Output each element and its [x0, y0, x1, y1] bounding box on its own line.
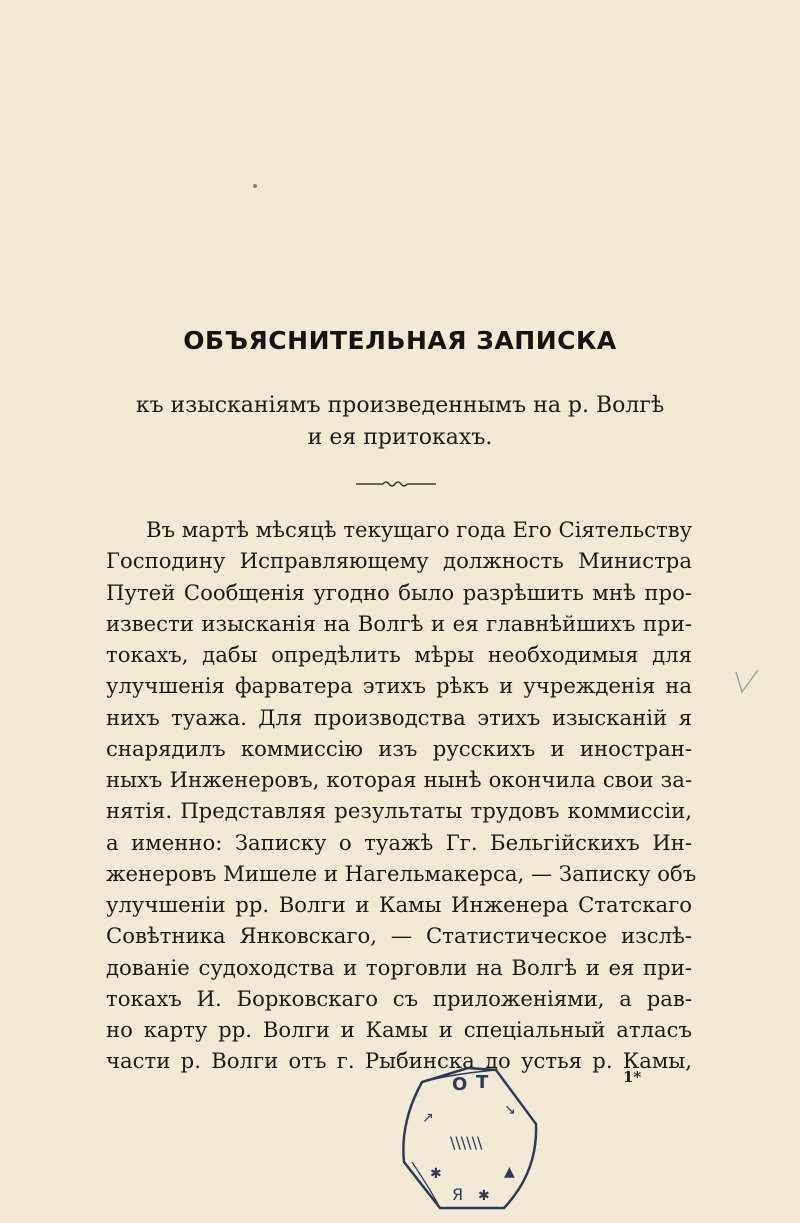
text-line: Совѣтника Янковскаго, — Статистическое изслѣ-	[106, 923, 692, 949]
text-line: дованіе судоходства и торговли на Волгѣ и ея при-	[106, 954, 692, 980]
text-line: нихъ туажа. Для производства этихъ изысканій я	[106, 704, 692, 730]
text-line: Въ мартѣ мѣсяцѣ текущаго года Его Сіятельству	[146, 517, 693, 542]
svg-text:↘: ↘	[504, 1102, 516, 1118]
subtitle-line: къ изысканіямъ произведеннымъ на р. Волгѣ	[135, 393, 665, 418]
text-line: Господину Исправляющему должность Министра	[106, 548, 692, 574]
text-line: токахъ, дабы опредѣлить мѣры необходимыя для	[106, 642, 692, 667]
text-line: Путей Сообщенія угодно было разрѣшить мнѣ про-	[106, 579, 692, 605]
page-signature: 1*	[623, 1068, 642, 1086]
document-subtitle	[0, 390, 800, 454]
svg-text:↗: ↗	[422, 1110, 434, 1126]
svg-text:\\\\\\: \\\\\\	[450, 1133, 483, 1152]
text-line: части р. Волги отъ г. Рыбинска до устья р. Камы,	[106, 1048, 692, 1074]
svg-text:Т: Т	[476, 1072, 489, 1093]
paper-speck	[253, 184, 257, 188]
svg-text:✱: ✱	[430, 1166, 442, 1182]
ornament-divider	[356, 478, 436, 490]
text-line: улучшеніи рр. Волги и Камы Инженера Статскаго	[106, 892, 692, 917]
text-line: но карту рр. Волги и Камы и спеціальный атласъ	[106, 1017, 692, 1042]
text-line: нятія. Представляя результаты трудовъ коммиссіи,	[106, 798, 692, 824]
text-line: извести изысканія на Волгѣ и ея главнѣйшихъ при-	[106, 610, 692, 636]
svg-text:✱: ✱	[478, 1188, 490, 1204]
text-line: токахъ И. Борковскаго съ приложеніями, а рав-	[106, 985, 692, 1011]
text-line: а именно: Записку о туажѣ Гг. Бельгійскихъ Ин-	[106, 829, 692, 855]
pencil-check-mark	[732, 668, 762, 696]
library-stamp	[392, 1062, 544, 1214]
svg-text:Я: Я	[452, 1185, 464, 1204]
text-line: улучшенія фарватера этихъ рѣкъ и учрежденія на	[106, 673, 692, 699]
text-line: женеровъ Мишеле и Нагельмакерса, — Записку объ	[106, 860, 697, 886]
text-line: снарядилъ коммиссію изъ русскихъ и иностран-	[106, 735, 692, 761]
svg-text:О: О	[452, 1074, 468, 1095]
subtitle-line: и ея притокахъ.	[307, 425, 493, 450]
svg-text:▲: ▲	[504, 1164, 515, 1180]
document-title: ОБЪЯСНИТЕЛЬНАЯ ЗАПИСКА	[183, 326, 617, 355]
text-line: ныхъ Инженеровъ, которая нынѣ окончила свои за-	[106, 767, 692, 792]
body-paragraph	[106, 514, 697, 1077]
